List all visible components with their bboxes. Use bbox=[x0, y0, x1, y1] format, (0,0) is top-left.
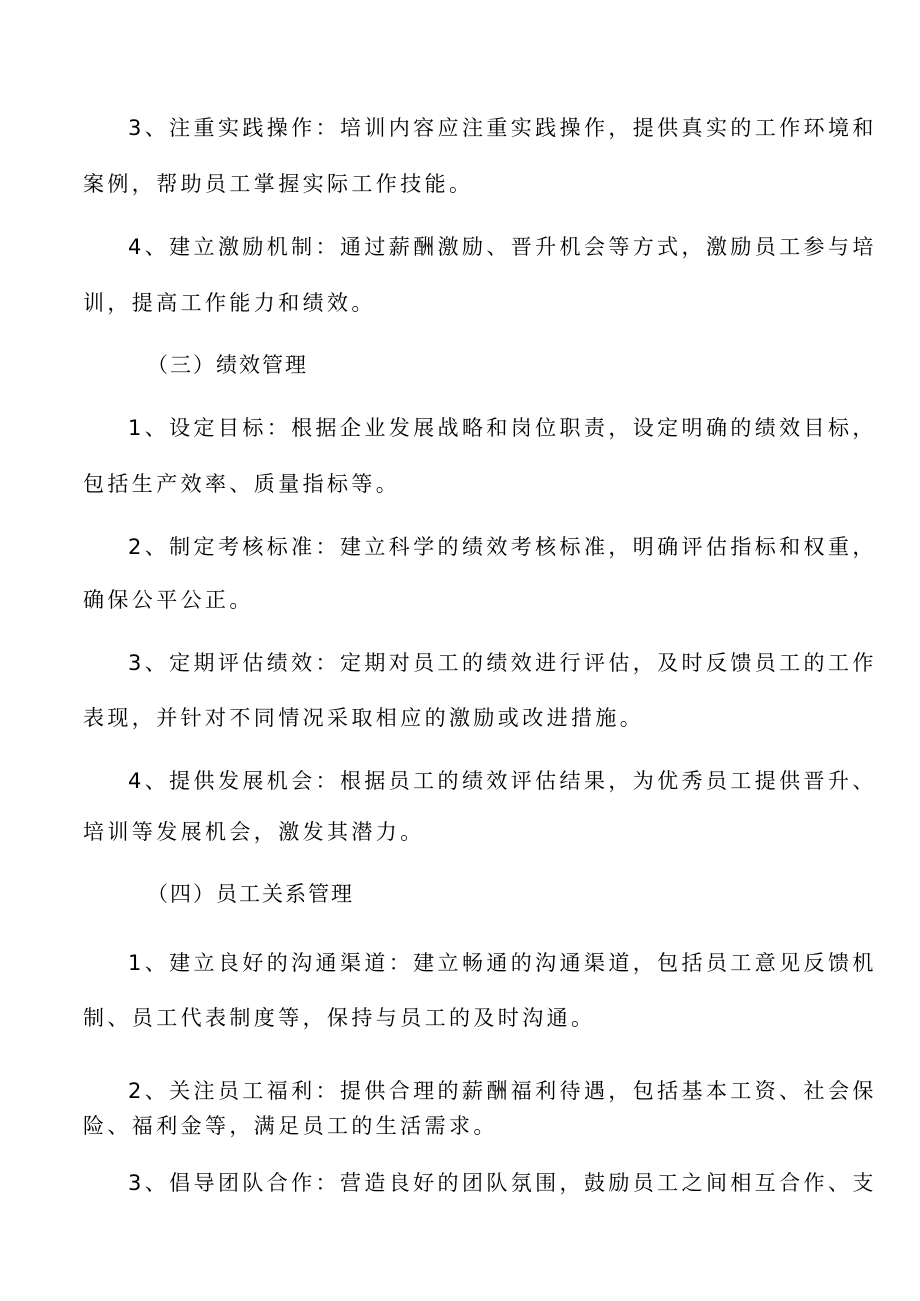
text-line: 确保公平公正。 bbox=[83, 588, 254, 612]
text-line: 2、关注员工福利：提供合理的薪酬福利待遇，包括基本工资、社会保 bbox=[128, 1079, 877, 1103]
section-heading: （三）绩效管理 bbox=[147, 353, 308, 377]
text-line: 3、注重实践操作：培训内容应注重实践操作，提供真实的工作环境和 bbox=[128, 116, 877, 140]
text-line: 表现，并针对不同情况采取相应的激励或改进措施。 bbox=[83, 706, 645, 730]
text-line: 训，提高工作能力和绩效。 bbox=[83, 291, 376, 315]
text-line: 培训等发展机会，激发其潜力。 bbox=[83, 820, 425, 844]
text-line: 3、倡导团队合作：营造良好的团队氛围，鼓励员工之间相互合作、支 bbox=[128, 1171, 877, 1195]
text-line: 包括生产效率、质量指标等。 bbox=[83, 472, 401, 496]
text-line: 1、设定目标：根据企业发展战略和岗位职责，设定明确的绩效目标， bbox=[128, 416, 877, 440]
text-line: 1、建立良好的沟通渠道：建立畅通的沟通渠道，包括员工意见反馈机 bbox=[128, 951, 877, 975]
text-line: 4、建立激励机制：通过薪酬激励、晋升机会等方式，激励员工参与培 bbox=[128, 235, 877, 259]
text-line: 险、福利金等，满足员工的生活需求。 bbox=[83, 1114, 498, 1138]
text-line: 制、员工代表制度等，保持与员工的及时沟通。 bbox=[83, 1006, 596, 1030]
text-line: 2、制定考核标准：建立科学的绩效考核标准，明确评估指标和权重， bbox=[128, 535, 877, 559]
section-heading: （四）员工关系管理 bbox=[147, 882, 354, 906]
text-line: 3、定期评估绩效：定期对员工的绩效进行评估，及时反馈员工的工作 bbox=[128, 651, 877, 675]
text-line: 4、提供发展机会：根据员工的绩效评估结果，为优秀员工提供晋升、 bbox=[128, 769, 877, 793]
text-line: 案例，帮助员工掌握实际工作技能。 bbox=[83, 172, 474, 196]
